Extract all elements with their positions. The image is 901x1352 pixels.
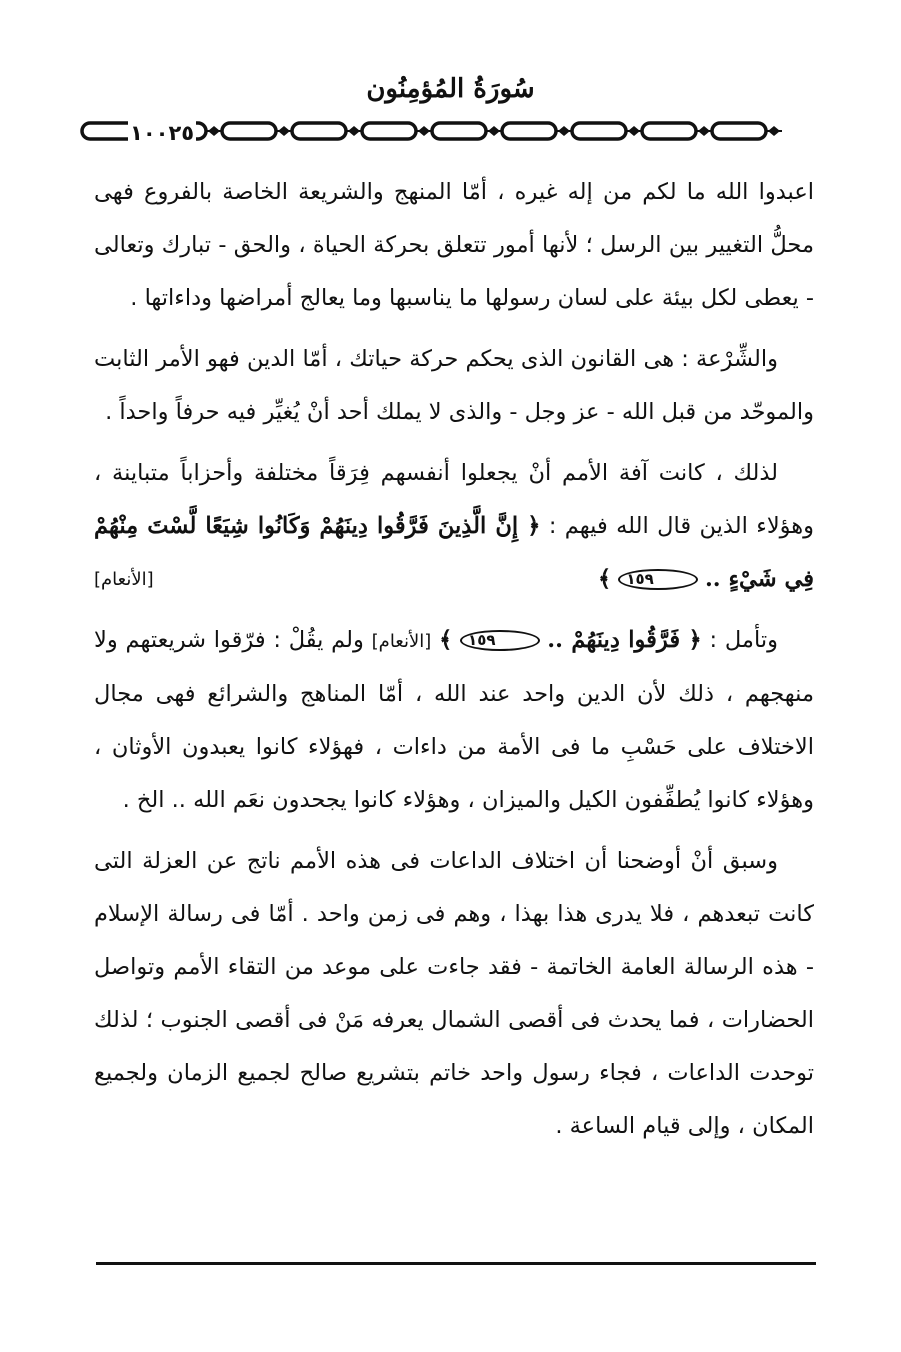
quran-bracket-close: ﴾ [598,566,612,592]
page-number: ١٠٠٢٥ [130,121,195,145]
quran-verse: ﴿ فَرَّقُوا دِينَهُمْ .. [547,627,702,653]
ornament-link [362,123,416,139]
ornament-link [642,123,696,139]
paragraph-2: والشِّرْعة : هى القانون الذى يحكم حركة حياتك ، أمّا الدين فهو الأمر الثابت والموحّد من قبل الله - عز وجل - والذى لا يملك أحد أنْ يُغيِّر فيه حرفاً واحداً . [94,346,814,425]
sura-reference: [الأنعام] [371,631,432,652]
paragraph-3 [94,447,814,606]
ayah-number-badge: ١٥٩ [618,569,697,590]
sura-title: سُورَةُ المُؤمِنُون [366,74,535,104]
ayah-number-badge: ١٥٩ [460,630,539,651]
ornament-link [222,123,276,139]
paragraph-4 [94,614,814,827]
footer-rule [96,1262,816,1265]
paragraph-4-lead: وتأمل : [709,627,778,653]
body-text [94,166,814,1153]
quran-verse: ﴿ إِنَّ الَّذِينَ فَرَّقُوا دِينَهُمْ وَكَانُوا شِيَعًا لَّسْتَ مِنْهُمْ فِي شَيْءٍ .. [94,513,814,592]
ornament-link [502,123,556,139]
ornament-link [712,123,766,139]
sura-reference: [الأنعام] [94,569,154,590]
quran-bracket-close: ﴾ [439,627,453,653]
ornament-link [292,123,346,139]
paragraph-1: اعبدوا الله ما لكم من إله غيره ، أمّا المنهج والشريعة الخاصة بالفروع فهى محلُّ التغيير بين الرسل ؛ لأنها أمور تتعلق بحركة الحياة ، والحق - تبارك وتعالى - يعطى لكل بيئة على لسان رسولها ما يناسبها وما يعالج أمراضها وداءاتها . [94,179,814,311]
paragraph-4-text: ولم يقُلْ : فرّقوا شريعتهم ولا منهجهم ، ذلك لأن الدين واحد عند الله ، أمّا المناهج والشرائع فهى مجال الاختلاف على حَسْبِ ما فى الأمة من داءات ، فهؤلاء كانوا يعبدون الأوثان ، وهؤلاء كانوا يُطفِّفون الكيل والميزان ، وهؤلاء كانوا يجحدون نعَم الله .. الخ . [94,627,814,813]
paragraph-3-text: لذلك ، كانت آفة الأمم أنْ يجعلوا أنفسهم فِرَقاً مختلفة وأحزاباً متباينة ، وهؤلاء الذين قال الله فيهم : [94,460,815,539]
ornament-link [572,123,626,139]
paragraph-5: وسبق أنْ أوضحنا أن اختلاف الداعات فى هذه الأمم ناتج عن العزلة التى كانت تبعدهم ، فلا يدرى هذا بهذا ، وهم فى زمن واحد . أمّا فى رسالة الإسلام - هذه الرسالة العامة الخاتمة - فقد جاءت على موعد من التقاء الأمم وتواصل الحضارات ، فما يحدث فى أقصى الشمال يعرفه مَنْ فى أقصى الجنوب ؛ لذلك توحدت الداعات ، فجاء رسول واحد خاتم بتشريع صالح لجميع الزمان ولجميع المكان ، وإلى قيام الساعة . [94,848,814,1139]
ornament-link [432,123,486,139]
